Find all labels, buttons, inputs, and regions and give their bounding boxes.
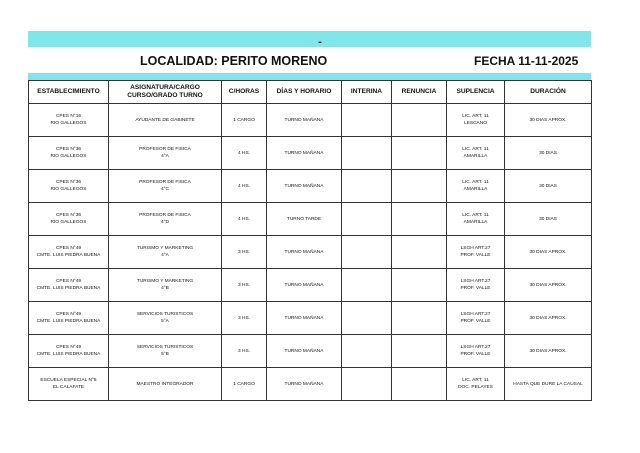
suplencia-docente: AMARILLA [463,154,488,159]
cell-duracion: 30 DIAS APROX. [505,269,592,302]
cell-choras: 1 CARGO [222,368,267,401]
cell-renuncia [392,368,447,401]
establecimiento-name: CPES N°49 [55,345,82,350]
cell-interina [342,170,392,203]
cell-asignatura [109,137,222,170]
asignatura-name: SERVICIOS TURISTICOS [136,345,194,350]
cell-choras: 3 HS. [222,236,267,269]
cell-asignatura [109,368,222,401]
cell-renuncia [392,170,447,203]
table-row [29,368,592,401]
asignatura-curso: 5°A [161,319,169,324]
establecimiento-location: CMTE. LUIS PIEDRA BUENA [36,253,101,258]
cell-interina [342,137,392,170]
header-band-bottom [28,73,591,80]
suplencia-docente: PROF. VALLE [460,352,491,357]
cell-asignatura [109,203,222,236]
establecimiento-name: CPES N°49 [55,312,82,317]
establecimiento-name: CPES N°49 [55,246,82,251]
cell-asignatura [109,335,222,368]
asignatura-curso: 5°B [161,352,169,357]
suplencia-articulo: LSGH ART.27 [460,279,491,284]
vacancy-table [28,80,592,401]
cell-suplencia [447,302,505,335]
cell-choras: 4 HS. [222,170,267,203]
cell-choras: 3 HS. [222,302,267,335]
cell-duracion: 30 DIAS APROX. [505,236,592,269]
suplencia-articulo: LSGH ART.27 [460,312,491,317]
asignatura-curso: 4°A [161,154,169,159]
cell-suplencia [447,236,505,269]
suplencia-articulo: LSGH ART.27 [460,345,491,350]
asignatura-curso: 4°C [160,187,170,192]
col-choras: C/HORAS [222,81,267,104]
cell-choras: 4 HS. [222,203,267,236]
col-interina: INTERINA [342,81,392,104]
cell-choras: 3 HS. [222,335,267,368]
asignatura-name: TURISMO Y MARKETING [136,246,194,251]
establecimiento-location: CMTE. LUIS PIEDRA BUENA [36,286,101,291]
suplencia-docente: AMARILLA [463,187,488,192]
cell-renuncia [392,335,447,368]
cell-interina [342,104,392,137]
establecimiento-location: RIO GALLEGOS [50,220,87,225]
col-suplencia: SUPLENCIA [447,81,505,104]
col-renuncia: RENUNCIA [392,81,447,104]
asignatura-name: SERVICIOS TURISTICOS [136,312,194,317]
cell-asignatura [109,104,222,137]
establecimiento-name: CPES N°36 [55,180,82,185]
establecimiento-name: CPES N°49 [55,279,82,284]
cell-suplencia [447,269,505,302]
cell-asignatura [109,302,222,335]
cell-renuncia [392,269,447,302]
cell-dias: TURNO MAÑANA [267,368,342,401]
asignatura-name: TURISMO Y MARKETING [136,279,194,284]
establecimiento-location: CMTE. LUIS PIEDRA BUENA [36,352,101,357]
table-header-row [29,81,592,104]
asignatura-name: PROFESOR DE FISICA [139,147,191,152]
cell-asignatura [109,269,222,302]
cell-dias: TURNO MAÑANA [267,170,342,203]
cell-suplencia [447,203,505,236]
suplencia-articulo: LIC. ART. 11 [462,378,489,383]
asignatura-name: MAESTRO INTEGRADOR [136,381,194,387]
suplencia-docente: PROF. VALLE [460,286,491,291]
suplencia-docente: PROF. VALLE [460,253,491,258]
cell-suplencia [447,137,505,170]
suplencia-docente: DOC. PELAYES [458,385,493,390]
cell-suplencia [447,104,505,137]
cell-renuncia [392,137,447,170]
cell-duracion: 30 DIAS [505,137,592,170]
suplencia-docente: LESCANO [464,121,487,126]
cell-dias: TURNO MAÑANA [267,269,342,302]
establecimiento-location: CMTE. LUIS PIEDRA BUENA [36,319,101,324]
col-asignatura-line2: CURSO/GRADO TURNO [127,92,203,99]
cell-establecimiento [29,236,109,269]
col-dias: DÍAS Y HORARIO [267,81,342,104]
cell-asignatura [109,170,222,203]
suplencia-docente: PROF. VALLE [460,319,491,324]
cell-interina [342,269,392,302]
suplencia-articulo: LIC. ART. 11 [462,147,489,152]
cell-dias: TURNO MAÑANA [267,236,342,269]
suplencia-docente: AMARILLA [463,220,488,225]
cell-establecimiento [29,104,109,137]
suplencia-articulo: LIC. ART. 11 [462,213,489,218]
establecimiento-name: CPES N°16 [55,114,82,119]
establecimiento-location: RIO GALLEGOS [50,154,87,159]
col-asignatura [109,81,222,104]
fecha-label: FECHA 11-11-2025 [474,54,579,68]
cell-renuncia [392,236,447,269]
asignatura-curso: 4°D [160,220,170,225]
cell-establecimiento [29,170,109,203]
cell-interina [342,368,392,401]
cell-duracion: 30 DIAS APROX. [505,302,592,335]
cell-dias: TURNO MAÑANA [267,104,342,137]
cell-interina [342,203,392,236]
table-row [29,335,592,368]
table-row [29,137,592,170]
cell-establecimiento [29,137,109,170]
cell-dias: TURNO MAÑANA [267,137,342,170]
col-duracion: DURACIÓN [505,81,592,104]
cell-interina [342,335,392,368]
cell-choras: 3 HS. [222,269,267,302]
cell-dias: TURNO MAÑANA [267,302,342,335]
cell-interina [342,302,392,335]
suplencia-articulo: LSGH ART.27 [460,246,491,251]
cell-renuncia [392,203,447,236]
suplencia-articulo: LIC. ART. 11 [462,114,489,119]
cell-suplencia [447,335,505,368]
cell-suplencia [447,368,505,401]
asignatura-name: AYUDANTE DE GABINETE [135,117,195,123]
table-row [29,302,592,335]
cell-dias: TURNO MAÑANA [267,335,342,368]
cell-duracion: 30 DIAS [505,203,592,236]
cell-interina [342,236,392,269]
table-body [29,104,592,401]
cell-dias: TURNO TARDE [267,203,342,236]
cell-establecimiento [29,269,109,302]
col-asignatura-line1: ASIGNATURA/CARGO [130,84,200,91]
cell-asignatura [109,236,222,269]
col-establecimiento: ESTABLECIMIENTO [29,81,109,104]
suplencia-articulo: LIC. ART. 11 [462,180,489,185]
asignatura-curso: 4°A [161,253,169,258]
cell-establecimiento [29,302,109,335]
establecimiento-name: CPES N°36 [55,147,82,152]
establecimiento-location: EL CALAFATE [52,385,85,390]
cell-duracion: HASTA QUE DURE LA CAUSAL [505,368,592,401]
cell-duracion: 30 DIAS [505,170,592,203]
cell-establecimiento [29,368,109,401]
table-row [29,170,592,203]
localidad-title: LOCALIDAD: PERITO MORENO [140,54,328,68]
establecimiento-name: ESCUELA ESPECIAL N°5 [40,378,97,383]
table-row [29,269,592,302]
cell-choras: 1 CARGO [222,104,267,137]
asignatura-name: PROFESOR DE FISICA [139,180,191,185]
cell-establecimiento [29,335,109,368]
cell-suplencia [447,170,505,203]
establecimiento-location: RIO GALLEGOS [50,121,87,126]
asignatura-curso: 4°B [161,286,169,291]
cell-choras: 4 HS. [222,137,267,170]
asignatura-name: PROFESOR DE FISICA [139,213,191,218]
cell-duracion: 30 DIAS APROX. [505,335,592,368]
establecimiento-name: CPES N°36 [55,213,82,218]
cell-renuncia [392,302,447,335]
establecimiento-location: RIO GALLEGOS [50,187,87,192]
table-row [29,203,592,236]
cell-renuncia [392,104,447,137]
table-row [29,236,592,269]
table-row [29,104,592,137]
cell-duracion: 30 DIAS APROX. [505,104,592,137]
cell-establecimiento [29,203,109,236]
header-dash: - [318,36,322,48]
